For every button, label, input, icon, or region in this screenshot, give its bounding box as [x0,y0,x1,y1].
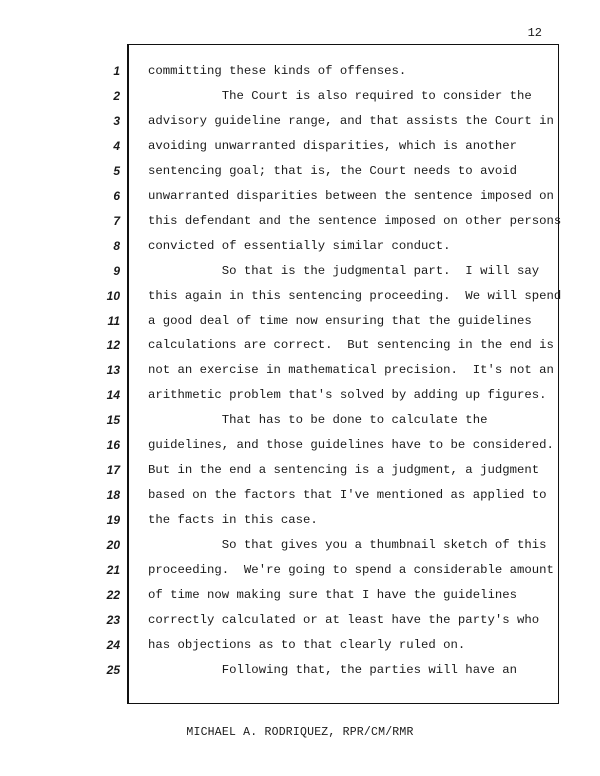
transcript-line: So that is the judgmental part. I will say [148,264,540,278]
transcript-line: of time now making sure that I have the guidelines [148,588,517,602]
transcript-line: committing these kinds of offenses. [148,64,407,78]
line-number: 6 [113,189,120,203]
transcript-line: proceeding. We're going to spend a considerable amount [148,563,554,577]
line-number: 10 [106,289,120,303]
line-number: 22 [106,588,120,602]
line-number: 14 [106,388,120,402]
transcript-line: That has to be done to calculate the [148,413,488,427]
transcript-line: But in the end a sentencing is a judgment, a judgment [148,463,540,477]
transcript-line: has objections as to that clearly ruled on. [148,638,466,652]
transcript-line: So that gives you a thumbnail sketch of this [148,538,547,552]
line-number: 23 [106,613,120,627]
line-number: 1 [113,64,120,78]
line-number: 24 [106,638,120,652]
line-number: 11 [107,314,120,328]
transcript-line: convicted of essentially similar conduct. [148,239,451,253]
line-number: 19 [106,513,120,527]
transcript-line: unwarranted disparities between the sentence imposed on [148,189,554,203]
page-number: 12 [527,26,542,40]
line-number: 12 [106,338,120,352]
transcript-line: based on the factors that I've mentioned as applied to [148,488,547,502]
transcript-line: advisory guideline range, and that assists the Court in [148,114,554,128]
line-number: 3 [113,114,120,128]
line-number: 25 [106,663,120,677]
transcript-line: avoiding unwarranted disparities, which is another [148,139,517,153]
transcript-line: guidelines, and those guidelines have to be considered. [148,438,554,452]
line-number: 8 [113,239,120,253]
transcript-line: correctly calculated or at least have the party's who [148,613,540,627]
reporter-footer: MICHAEL A. RODRIQUEZ, RPR/CM/RMR [186,726,414,739]
line-number: 9 [113,264,120,278]
transcript-line: not an exercise in mathematical precision. It's not an [148,363,554,377]
transcript-line: The Court is also required to consider the [148,89,532,103]
line-number: 18 [106,488,120,502]
line-number: 20 [106,538,120,552]
line-number: 7 [113,214,120,228]
line-number: 4 [113,139,120,153]
transcript-line: Following that, the parties will have an [148,663,517,677]
transcript-line: a good deal of time now ensuring that the guidelines [148,314,532,328]
transcript-line: arithmetic problem that's solved by adding up figures. [148,388,547,402]
line-number: 5 [113,164,120,178]
line-number: 16 [106,438,120,452]
line-number: 2 [113,89,120,103]
transcript-line: this again in this sentencing proceeding. We will spend [148,289,562,303]
line-number: 17 [106,463,120,477]
transcript-line: the facts in this case. [148,513,318,527]
line-number: 15 [106,413,120,427]
line-number: 21 [106,563,120,577]
transcript-line: sentencing goal; that is, the Court needs to avoid [148,164,517,178]
transcript-line: this defendant and the sentence imposed on other persons [148,214,562,228]
transcript-line: calculations are correct. But sentencing in the end is [148,338,554,352]
line-number: 13 [106,363,120,377]
